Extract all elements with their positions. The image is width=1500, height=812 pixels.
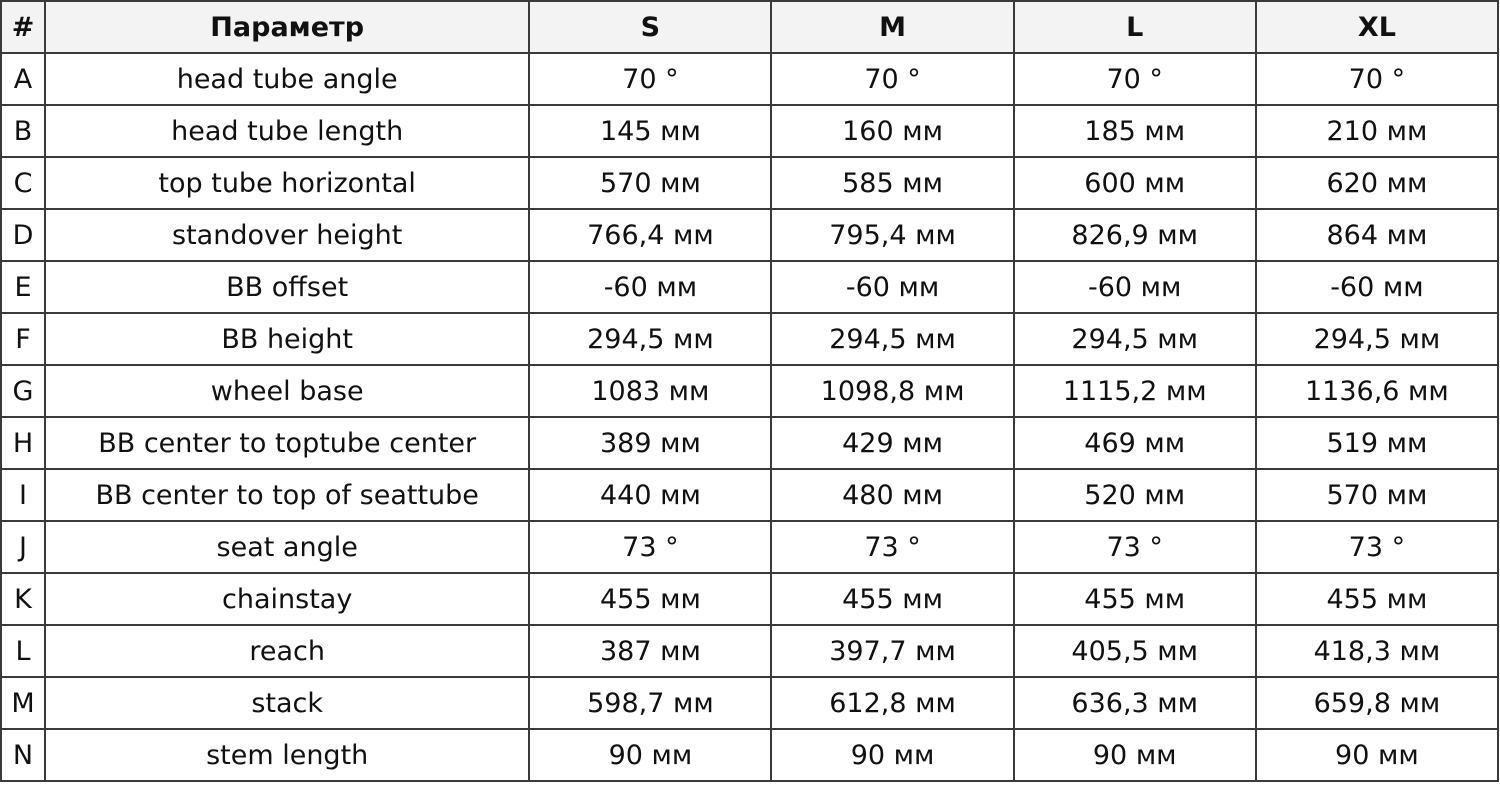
value-size-s: 73 ° <box>529 521 771 573</box>
value-size-m: 612,8 мм <box>771 677 1013 729</box>
row-parameter: BB center to toptube center <box>45 417 529 469</box>
value-size-l: 70 ° <box>1014 53 1256 105</box>
value-size-l: 1115,2 мм <box>1014 365 1256 417</box>
table-row <box>1 469 1498 521</box>
row-id: F <box>1 313 45 365</box>
table-row <box>1 677 1498 729</box>
header-parameter: Параметр <box>45 1 529 53</box>
header-size-l: L <box>1014 1 1256 53</box>
row-parameter: head tube angle <box>45 53 529 105</box>
row-id: B <box>1 105 45 157</box>
row-id: C <box>1 157 45 209</box>
row-parameter: seat angle <box>45 521 529 573</box>
value-size-m: 455 мм <box>771 573 1013 625</box>
header-size-s: S <box>529 1 771 53</box>
value-size-s: 570 мм <box>529 157 771 209</box>
table-row <box>1 417 1498 469</box>
value-size-s: 598,7 мм <box>529 677 771 729</box>
row-parameter: top tube horizontal <box>45 157 529 209</box>
value-size-s: -60 мм <box>529 261 771 313</box>
row-id: A <box>1 53 45 105</box>
value-size-m: -60 мм <box>771 261 1013 313</box>
table-row <box>1 209 1498 261</box>
value-size-xl: 455 мм <box>1256 573 1498 625</box>
value-size-xl: 659,8 мм <box>1256 677 1498 729</box>
value-size-xl: 70 ° <box>1256 53 1498 105</box>
table-row <box>1 573 1498 625</box>
value-size-m: 90 мм <box>771 729 1013 781</box>
value-size-s: 1083 мм <box>529 365 771 417</box>
value-size-l: 826,9 мм <box>1014 209 1256 261</box>
value-size-l: 520 мм <box>1014 469 1256 521</box>
value-size-m: 585 мм <box>771 157 1013 209</box>
value-size-s: 440 мм <box>529 469 771 521</box>
value-size-l: 469 мм <box>1014 417 1256 469</box>
value-size-xl: 519 мм <box>1256 417 1498 469</box>
table-row <box>1 105 1498 157</box>
value-size-l: 294,5 мм <box>1014 313 1256 365</box>
value-size-s: 90 мм <box>529 729 771 781</box>
value-size-m: 294,5 мм <box>771 313 1013 365</box>
value-size-s: 70 ° <box>529 53 771 105</box>
value-size-s: 389 мм <box>529 417 771 469</box>
value-size-xl: 418,3 мм <box>1256 625 1498 677</box>
row-parameter: BB center to top of seattube <box>45 469 529 521</box>
row-id: L <box>1 625 45 677</box>
value-size-m: 70 ° <box>771 53 1013 105</box>
value-size-m: 480 мм <box>771 469 1013 521</box>
row-id: H <box>1 417 45 469</box>
value-size-m: 429 мм <box>771 417 1013 469</box>
table-row <box>1 261 1498 313</box>
row-parameter: head tube length <box>45 105 529 157</box>
header-size-xl: XL <box>1256 1 1498 53</box>
table-body <box>1 53 1498 781</box>
value-size-l: 600 мм <box>1014 157 1256 209</box>
row-parameter: standover height <box>45 209 529 261</box>
value-size-m: 160 мм <box>771 105 1013 157</box>
row-id: I <box>1 469 45 521</box>
row-id: D <box>1 209 45 261</box>
header-size-m: M <box>771 1 1013 53</box>
row-id: K <box>1 573 45 625</box>
value-size-m: 397,7 мм <box>771 625 1013 677</box>
value-size-l: 185 мм <box>1014 105 1256 157</box>
value-size-s: 387 мм <box>529 625 771 677</box>
value-size-xl: 620 мм <box>1256 157 1498 209</box>
row-id: N <box>1 729 45 781</box>
row-parameter: wheel base <box>45 365 529 417</box>
row-parameter: BB offset <box>45 261 529 313</box>
row-parameter: chainstay <box>45 573 529 625</box>
row-parameter: BB height <box>45 313 529 365</box>
table-row <box>1 157 1498 209</box>
value-size-xl: 210 мм <box>1256 105 1498 157</box>
row-id: J <box>1 521 45 573</box>
value-size-l: 455 мм <box>1014 573 1256 625</box>
row-id: G <box>1 365 45 417</box>
value-size-xl: 864 мм <box>1256 209 1498 261</box>
value-size-xl: 90 мм <box>1256 729 1498 781</box>
value-size-m: 795,4 мм <box>771 209 1013 261</box>
row-id: M <box>1 677 45 729</box>
value-size-xl: 73 ° <box>1256 521 1498 573</box>
row-parameter: stack <box>45 677 529 729</box>
table-row <box>1 53 1498 105</box>
table-row <box>1 521 1498 573</box>
table-row <box>1 313 1498 365</box>
value-size-xl: 570 мм <box>1256 469 1498 521</box>
row-parameter: stem length <box>45 729 529 781</box>
value-size-s: 145 мм <box>529 105 771 157</box>
table-row <box>1 625 1498 677</box>
value-size-s: 766,4 мм <box>529 209 771 261</box>
header-number: # <box>1 1 45 53</box>
table-row <box>1 365 1498 417</box>
value-size-l: 405,5 мм <box>1014 625 1256 677</box>
value-size-l: -60 мм <box>1014 261 1256 313</box>
value-size-l: 90 мм <box>1014 729 1256 781</box>
value-size-m: 73 ° <box>771 521 1013 573</box>
value-size-xl: 1136,6 мм <box>1256 365 1498 417</box>
value-size-xl: -60 мм <box>1256 261 1498 313</box>
value-size-s: 455 мм <box>529 573 771 625</box>
row-id: E <box>1 261 45 313</box>
value-size-l: 73 ° <box>1014 521 1256 573</box>
table-row <box>1 729 1498 781</box>
value-size-s: 294,5 мм <box>529 313 771 365</box>
value-size-m: 1098,8 мм <box>771 365 1013 417</box>
value-size-xl: 294,5 мм <box>1256 313 1498 365</box>
header-row <box>1 1 1498 53</box>
row-parameter: reach <box>45 625 529 677</box>
value-size-l: 636,3 мм <box>1014 677 1256 729</box>
